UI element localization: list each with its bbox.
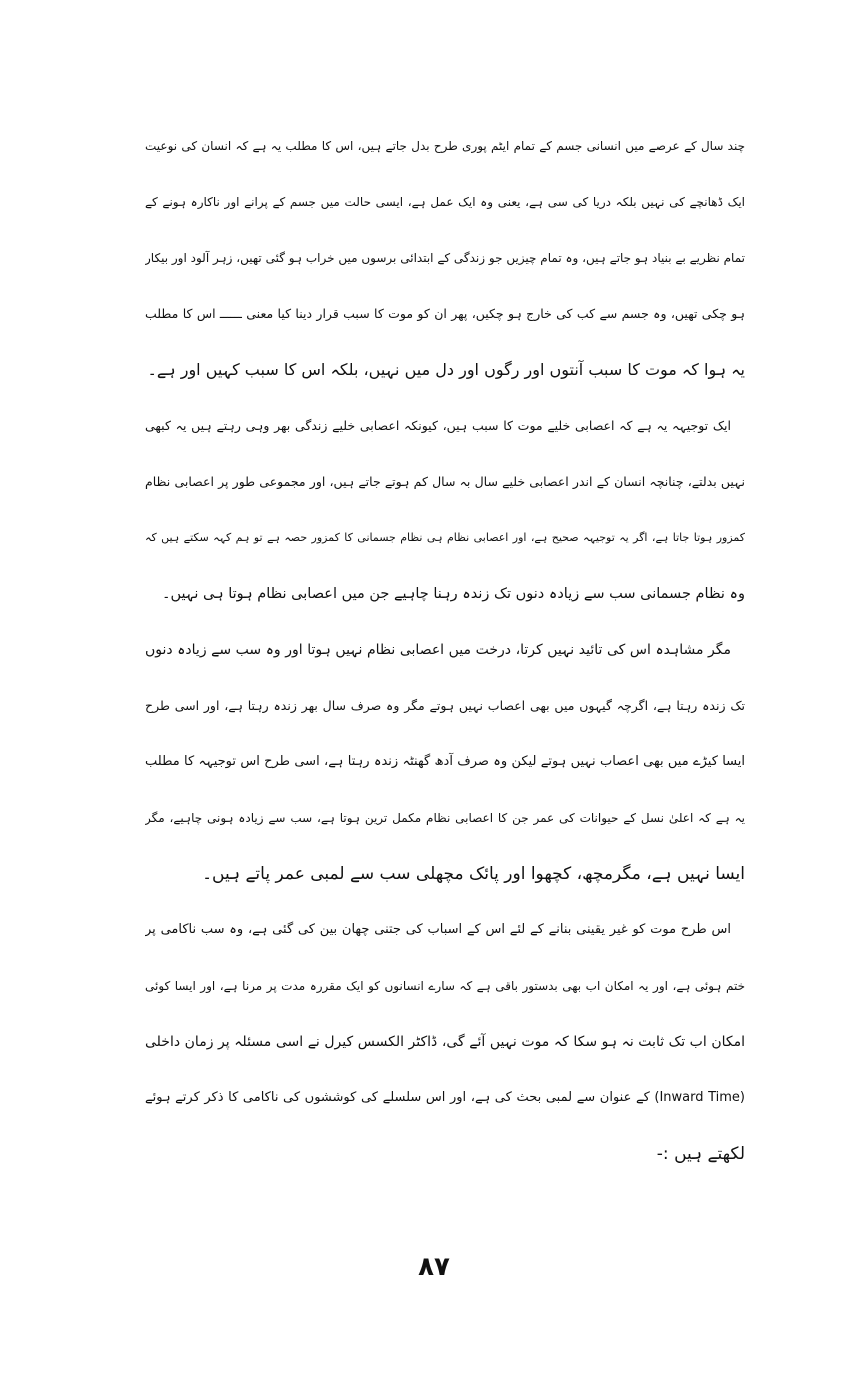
paragraph-4 bbox=[145, 902, 745, 1182]
text-line: امکان اب تک ثابت نہ ہو سکا کہ موت نہیں آئے گی، ڈاکٹر الکسس کیرل نے اسی مسئلہ پر زمان داخلی bbox=[145, 1034, 745, 1050]
text-line: کمزور ہوتا جاتا ہے، اگر یہ توجیہہ صحیح ہے، اور اعصابی نظام ہی نظام جسمانی کا کمزور حصہ ہے تو ہم کہہ سکتے ہیں کہ bbox=[145, 531, 745, 544]
text-line: وہ نظام جسمانی سب سے زیادہ دنوں تک زندہ رہنا چاہیے جن میں اعصابی نظام ہوتا ہی نہیں۔ bbox=[161, 586, 745, 602]
text-line: ایسا کیڑے میں بھی اعصاب نہیں ہوتے لیکن وہ صرف آدھ گھنٹہ زندہ رہتا ہے، اسی طرح اس توجیہہ کا مطلب bbox=[145, 754, 745, 769]
text-line: چند سال کے عرصے میں انسانی جسم کے تمام ایٹم پوری طرح بدل جاتے ہیں، اس کا مطلب یہ ہے کہ انسان کی نوعیت bbox=[145, 139, 745, 153]
text-line: یہ ہے کہ اعلیٰ نسل کے حیوانات کی عمر جن کا اعصابی نظام مکمل ترین ہوتا ہے، سب سے زیادہ ہونی چاہیے، مگر bbox=[145, 811, 745, 825]
text-line: ہو چکی تھیں، وہ جسم سے کب کی خارج ہو چکیں، پھر ان کو موت کا سبب قرار دینا کیا معنی ــــــ اس کا مطلب bbox=[145, 306, 745, 321]
text-line: ایک ڈھانچے کی نہیں بلکہ دریا کی سی ہے، یعنی وہ ایک عمل ہے، ایسی حالت میں جسم کے پرانے اور ناکارہ ہونے کے bbox=[145, 195, 745, 209]
body-text bbox=[145, 118, 745, 1182]
text-line: (Inward Time) کے عنوان سے لمبی بحث کی ہے، اور اس سلسلے کی کوششوں کی ناکامی کا ذکر کرتے ہوئے bbox=[145, 1090, 745, 1105]
paragraph-1 bbox=[145, 118, 745, 398]
text-line: تک زندہ رہتا ہے، اگرچہ گیہوں میں بھی اعصاب نہیں ہوتے مگر وہ صرف سال بھر زندہ رہتا ہے، اور اسی طرح bbox=[145, 698, 745, 713]
page-number: ۸۷ bbox=[418, 1252, 450, 1282]
text-line: نہیں بدلتے، چنانچہ انسان کے اندر اعصابی خلیے سال بہ سال کم ہوتے جاتے ہیں، اور مجموعی طور پر اعصابی نظام bbox=[145, 474, 745, 489]
text-line: ایک توجیہہ یہ ہے کہ اعصابی خلیے موت کا سبب ہیں، کیونکہ اعصابی خلیے زندگی بھر وہی رہتے ہیں یہ کبھی bbox=[145, 418, 731, 433]
text-line: ایسا نہیں ہے، مگرمچھ، کچھوا اور پائک مچھلی سب سے لمبی عمر پاتے ہیں۔ bbox=[202, 864, 745, 884]
text-line: یہ ہوا کہ موت کا سبب آنتوں اور رگوں اور دل میں نہیں، بلکہ اس کا سبب کہیں اور ہے۔ bbox=[147, 360, 745, 379]
text-line: ختم ہوئی ہے، اور یہ امکان اب بھی بدستور باقی ہے کہ سارے انسانوں کو ایک مقررہ مدت پر مرنا ہے، اور ایسا کوئی bbox=[145, 979, 745, 993]
text-line: اس طرح موت کو غیر یقینی بنانے کے لئے اس کے اسباب کی جتنی چھان بین کی گئی ہے، وہ سب ناکامی پر bbox=[145, 922, 731, 937]
text-line: مگر مشاہدہ اس کی تائید نہیں کرتا، درخت میں اعصابی نظام نہیں ہوتا اور وہ سب سے زیادہ دنوں bbox=[145, 642, 731, 658]
paragraph-3 bbox=[145, 622, 745, 902]
paragraph-2 bbox=[145, 398, 745, 622]
text-line: تمام نظریے بے بنیاد ہو جاتے ہیں، وہ تمام چیزیں جو زندگی کے ابتدائی برسوں میں خراب ہو گئی تھیں، زہر آلود اور بیکار bbox=[145, 251, 745, 265]
text-line: لکھتے ہیں :- bbox=[656, 1144, 745, 1164]
